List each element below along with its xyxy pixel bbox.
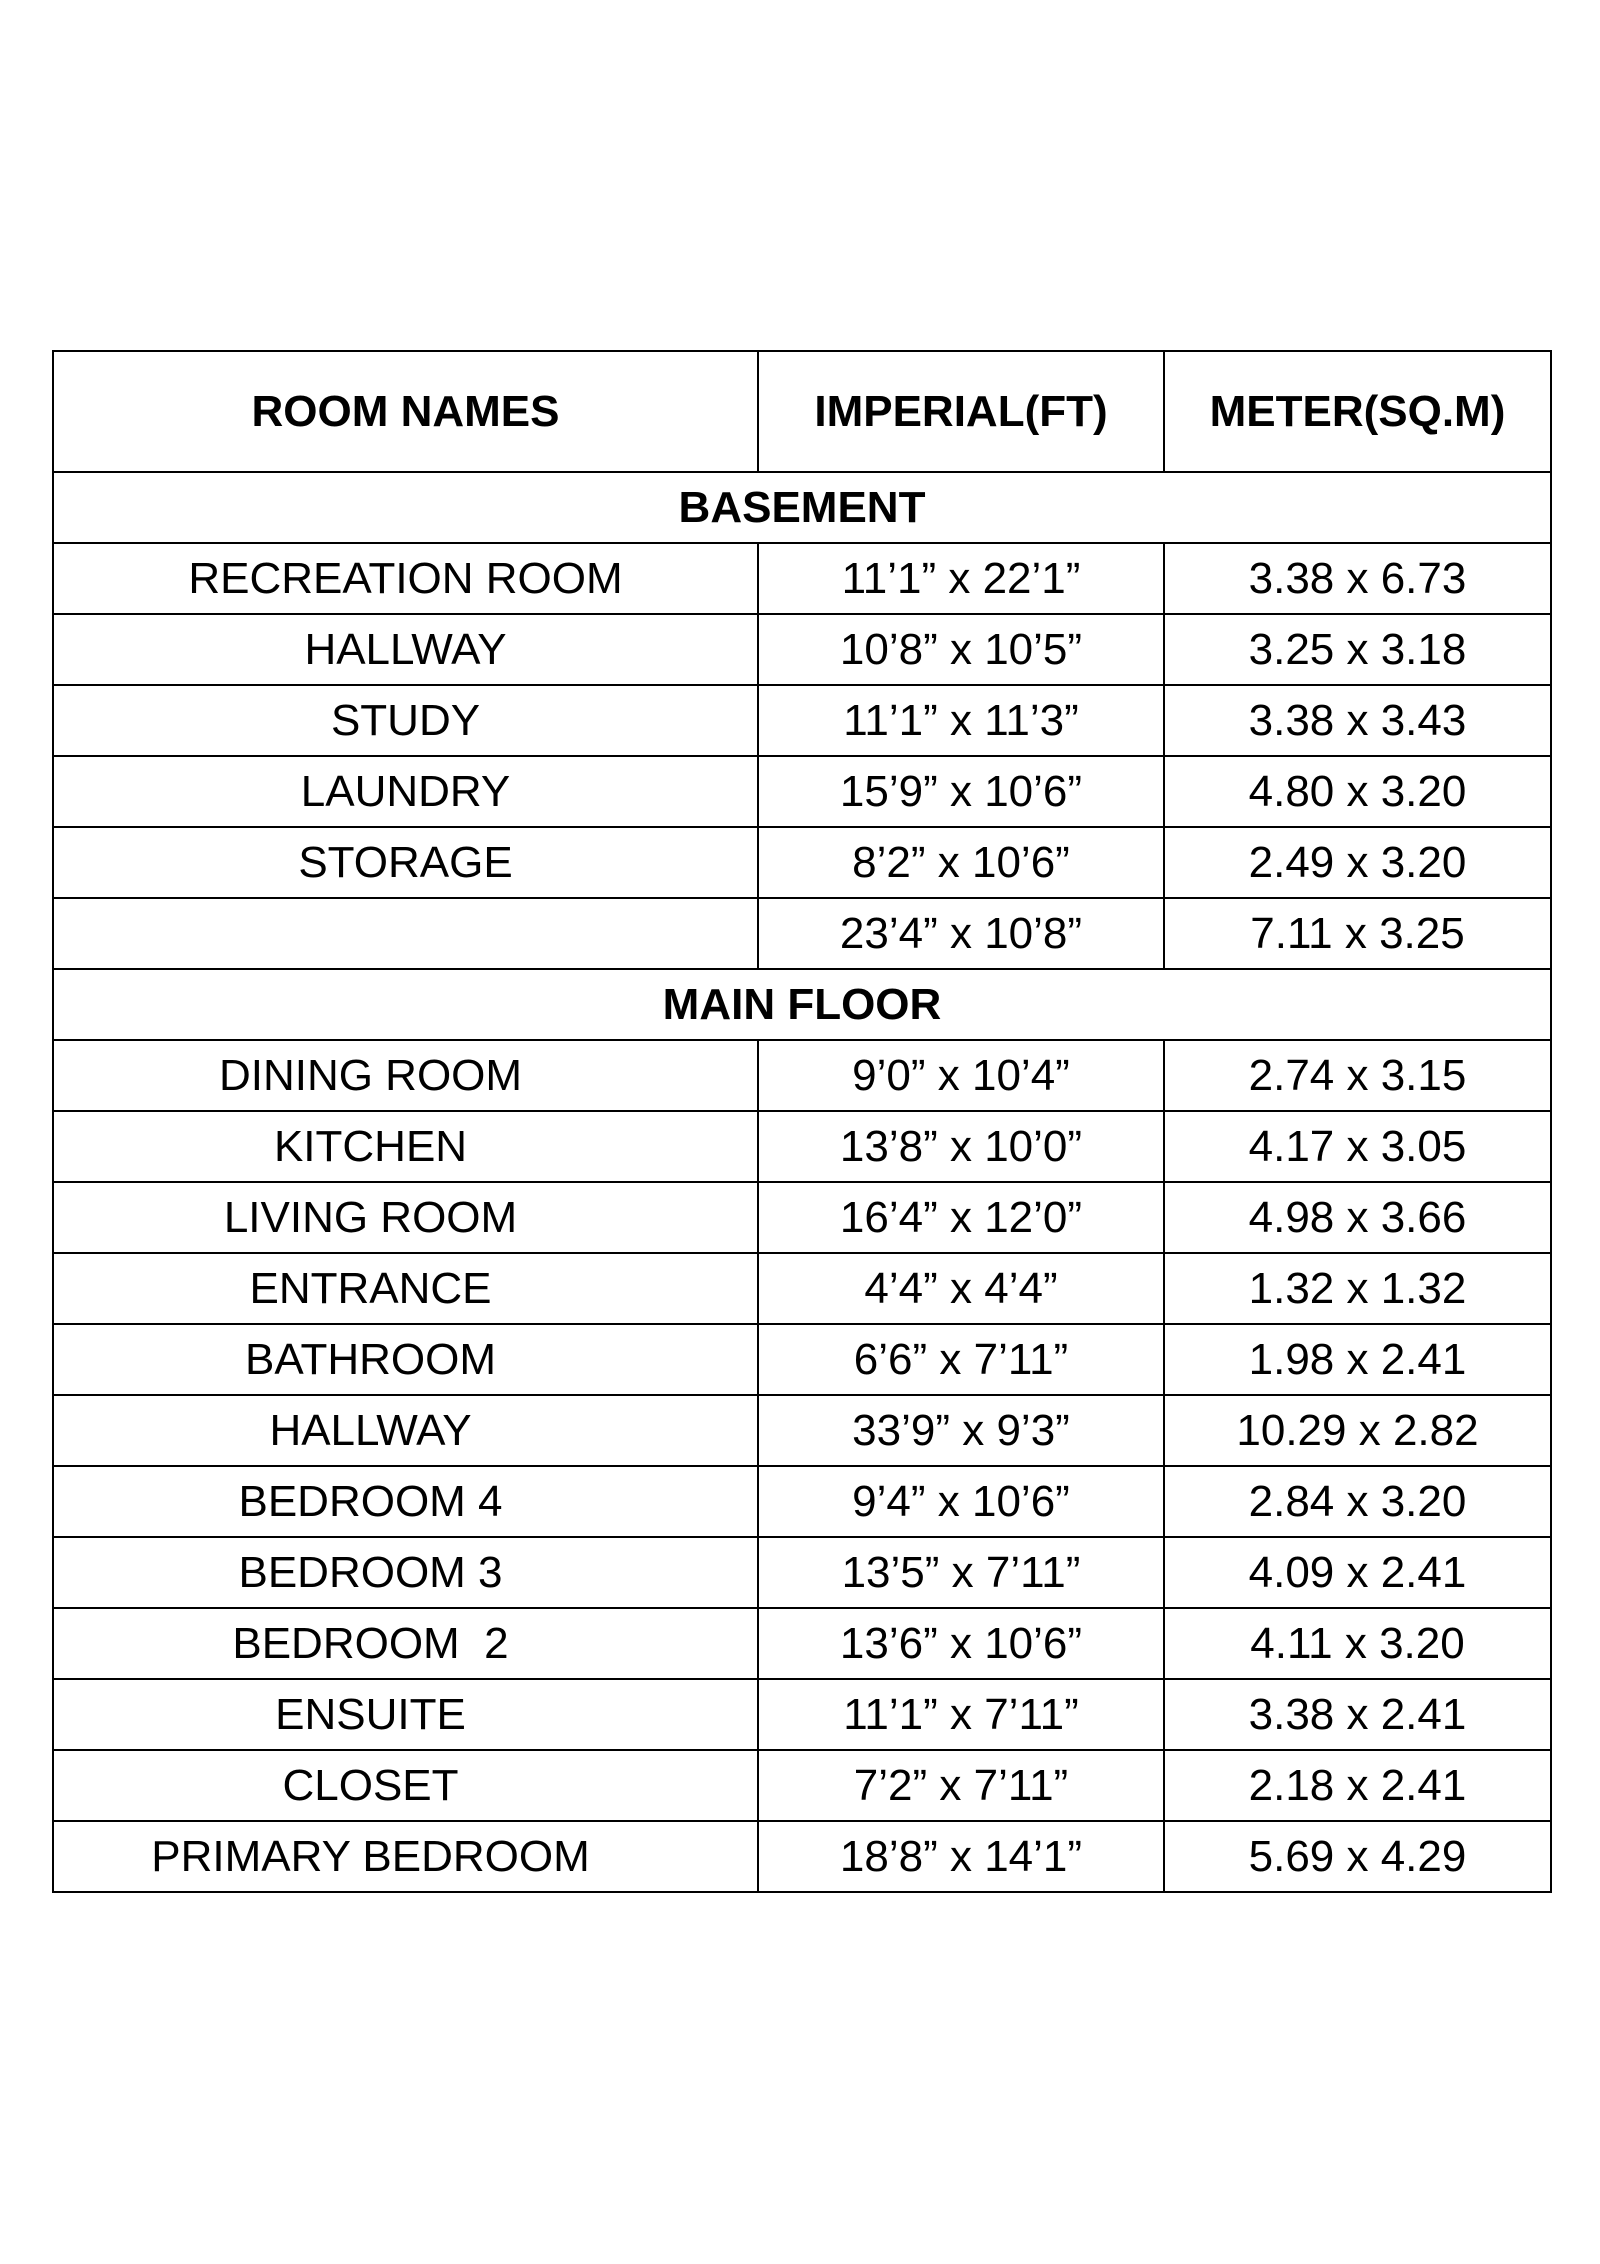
table-row (53, 1111, 1551, 1182)
table-row (53, 1253, 1551, 1324)
imperial-cell: 11’1” x 11’3” (758, 685, 1164, 756)
imperial-cell: 13’5” x 7’11” (758, 1537, 1164, 1608)
section-title: MAIN FLOOR (53, 969, 1551, 1040)
imperial-cell: 4’4” x 4’4” (758, 1253, 1164, 1324)
metric-cell: 4.17 x 3.05 (1164, 1111, 1551, 1182)
room-name-cell: KITCHEN (53, 1111, 758, 1182)
table-row (53, 1466, 1551, 1537)
room-name-cell (53, 898, 758, 969)
section-row (53, 472, 1551, 543)
imperial-cell: 11’1” x 7’11” (758, 1679, 1164, 1750)
imperial-cell: 7’2” x 7’11” (758, 1750, 1164, 1821)
room-name-cell: DINING ROOM (53, 1040, 758, 1111)
imperial-cell: 8’2” x 10’6” (758, 827, 1164, 898)
metric-cell: 10.29 x 2.82 (1164, 1395, 1551, 1466)
section-row (53, 969, 1551, 1040)
metric-cell: 3.38 x 6.73 (1164, 543, 1551, 614)
room-name-cell: LAUNDRY (53, 756, 758, 827)
table-row (53, 1608, 1551, 1679)
room-name-cell: STORAGE (53, 827, 758, 898)
metric-cell: 4.80 x 3.20 (1164, 756, 1551, 827)
table-row (53, 827, 1551, 898)
table-row (53, 1679, 1551, 1750)
imperial-cell: 10’8” x 10’5” (758, 614, 1164, 685)
section-title: BASEMENT (53, 472, 1551, 543)
table-body (53, 472, 1551, 1892)
metric-cell: 5.69 x 4.29 (1164, 1821, 1551, 1892)
room-name-cell: HALLWAY (53, 1395, 758, 1466)
room-name-cell: RECREATION ROOM (53, 543, 758, 614)
room-name-cell: ENSUITE (53, 1679, 758, 1750)
metric-cell: 2.84 x 3.20 (1164, 1466, 1551, 1537)
metric-cell: 1.32 x 1.32 (1164, 1253, 1551, 1324)
room-name-cell: BEDROOM 4 (53, 1466, 758, 1537)
metric-cell: 4.98 x 3.66 (1164, 1182, 1551, 1253)
room-name-cell: BEDROOM 2 (53, 1608, 758, 1679)
room-name-cell: BEDROOM 3 (53, 1537, 758, 1608)
metric-cell: 3.38 x 2.41 (1164, 1679, 1551, 1750)
header-metric: METER(SQ.M) (1164, 351, 1551, 472)
table-row (53, 1395, 1551, 1466)
table-row (53, 1821, 1551, 1892)
imperial-cell: 18’8” x 14’1” (758, 1821, 1164, 1892)
room-name-cell: PRIMARY BEDROOM (53, 1821, 758, 1892)
metric-cell: 1.98 x 2.41 (1164, 1324, 1551, 1395)
imperial-cell: 9’0” x 10’4” (758, 1040, 1164, 1111)
table-row (53, 543, 1551, 614)
metric-cell: 3.38 x 3.43 (1164, 685, 1551, 756)
metric-cell: 3.25 x 3.18 (1164, 614, 1551, 685)
table-row (53, 1750, 1551, 1821)
table-row (53, 1040, 1551, 1111)
table-row (53, 1324, 1551, 1395)
imperial-cell: 11’1” x 22’1” (758, 543, 1164, 614)
imperial-cell: 6’6” x 7’11” (758, 1324, 1164, 1395)
metric-cell: 4.09 x 2.41 (1164, 1537, 1551, 1608)
room-name-cell: LIVING ROOM (53, 1182, 758, 1253)
imperial-cell: 33’9” x 9’3” (758, 1395, 1164, 1466)
room-name-cell: ENTRANCE (53, 1253, 758, 1324)
metric-cell: 2.18 x 2.41 (1164, 1750, 1551, 1821)
imperial-cell: 16’4” x 12’0” (758, 1182, 1164, 1253)
metric-cell: 4.11 x 3.20 (1164, 1608, 1551, 1679)
metric-cell: 7.11 x 3.25 (1164, 898, 1551, 969)
metric-cell: 2.74 x 3.15 (1164, 1040, 1551, 1111)
header-imperial: IMPERIAL(FT) (758, 351, 1164, 472)
imperial-cell: 15’9” x 10’6” (758, 756, 1164, 827)
room-name-cell: BATHROOM (53, 1324, 758, 1395)
imperial-cell: 13’6” x 10’6” (758, 1608, 1164, 1679)
table-row (53, 614, 1551, 685)
table-row (53, 685, 1551, 756)
table-row (53, 1182, 1551, 1253)
imperial-cell: 23’4” x 10’8” (758, 898, 1164, 969)
table-row (53, 756, 1551, 827)
header-room-names: ROOM NAMES (53, 351, 758, 472)
metric-cell: 2.49 x 3.20 (1164, 827, 1551, 898)
imperial-cell: 9’4” x 10’6” (758, 1466, 1164, 1537)
imperial-cell: 13’8” x 10’0” (758, 1111, 1164, 1182)
room-name-cell: HALLWAY (53, 614, 758, 685)
room-name-cell: CLOSET (53, 1750, 758, 1821)
table-row (53, 1537, 1551, 1608)
header-row (53, 351, 1551, 472)
room-dimensions-table (52, 350, 1552, 1893)
table-row (53, 898, 1551, 969)
room-name-cell: STUDY (53, 685, 758, 756)
